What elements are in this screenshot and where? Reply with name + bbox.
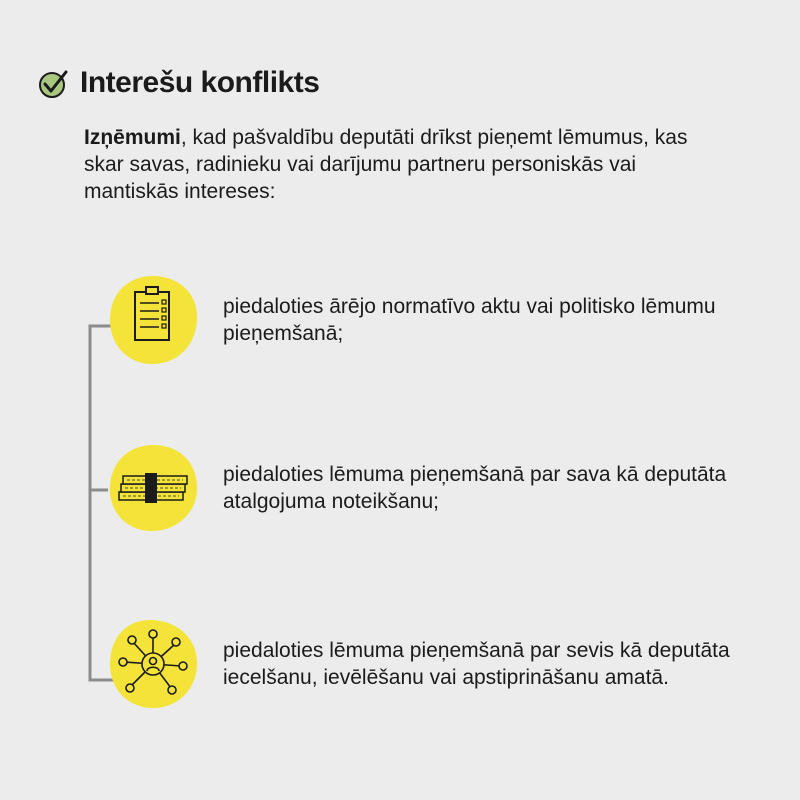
item-text: piedaloties lēmuma pieņemšanā par sava kā deputāta atalgojuma noteikšanu; [223,463,727,513]
person-network-icon [105,616,201,712]
money-stack-icon [105,440,201,536]
item-text: piedaloties lēmuma pieņemšanā par sevis kā deputāta iecelšanu, ievēlēšanu vai apstiprināšanu amatā. [223,639,730,689]
list-item [105,616,743,712]
intro-bold: Izņēmumi [84,126,181,149]
intro-rest: , kad pašvaldību deputāti drīkst pieņemt lēmumus, kas skar savas, radinieku vai darījumu partneru personiskās vai mantiskās intereses: [84,126,688,203]
list-item [105,272,743,368]
item-text: piedaloties ārējo normatīvo aktu vai politisko lēmumu pieņemšanā; [223,295,716,345]
clipboard-checklist-icon [105,272,201,368]
page-title: Interešu konflikts [80,66,320,99]
list-item [105,440,743,536]
